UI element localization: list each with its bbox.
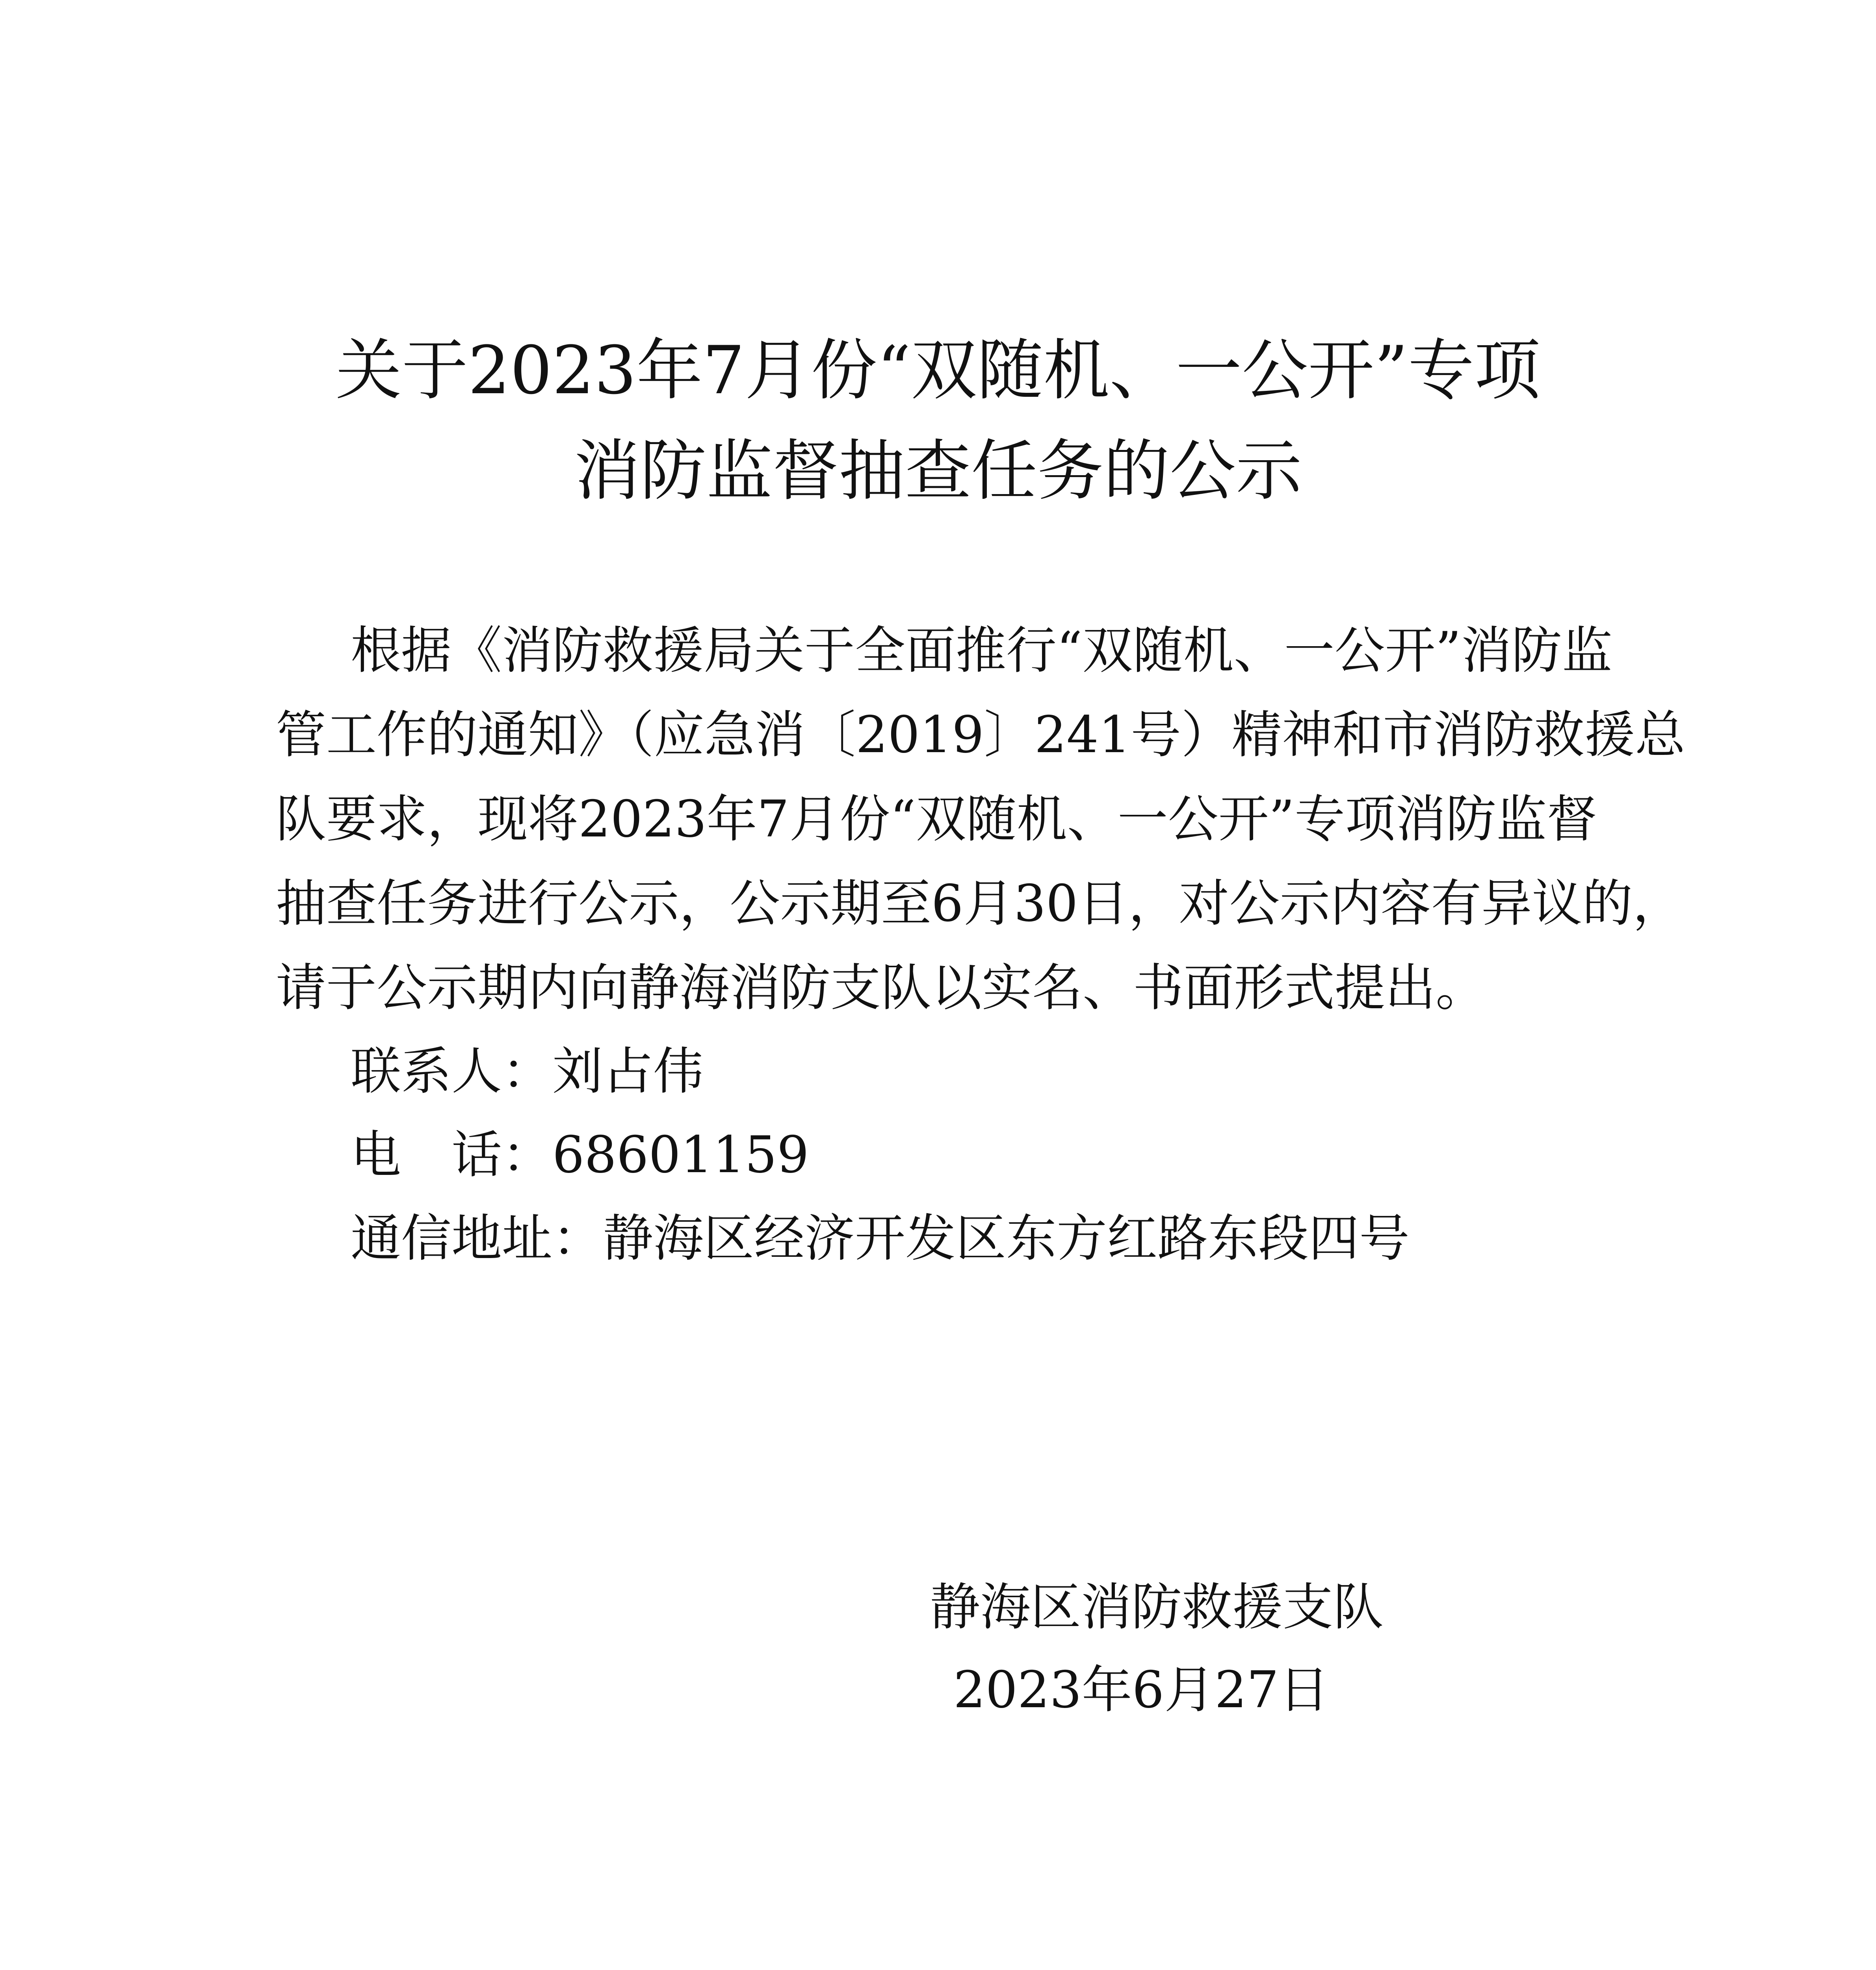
signature-organization: 静海区消防救援支队 <box>930 1578 1384 1637</box>
contact-phone: 电 话：68601159 <box>351 1126 809 1184</box>
notice-title-line-2: 消防监督抽查任务的公示 <box>574 432 1302 509</box>
body-line-2: 管工作的通知》（应急消〔2019〕241号）精神和市消防救援总 <box>276 706 1686 764</box>
contact-address: 通信地址：静海区经济开发区东方红路东段四号 <box>351 1209 1410 1268</box>
contact-person: 联系人：刘占伟 <box>351 1042 704 1101</box>
notice-title-line-1: 关于2023年7月份“双随机、一公开”专项 <box>335 332 1541 409</box>
signature-date: 2023年6月27日 <box>953 1661 1330 1719</box>
body-line-3: 队要求，现将2023年7月份“双随机、一公开”专项消防监督 <box>276 790 1597 849</box>
body-line-4: 抽查任务进行公示，公示期至6月30日，对公示内容有异议的， <box>276 874 1683 933</box>
body-line-5: 请于公示期内向静海消防支队以实名、书面形式提出。 <box>276 959 1486 1017</box>
body-line-1: 根据《消防救援局关于全面推行“双随机、一公开”消防监 <box>351 621 1612 680</box>
